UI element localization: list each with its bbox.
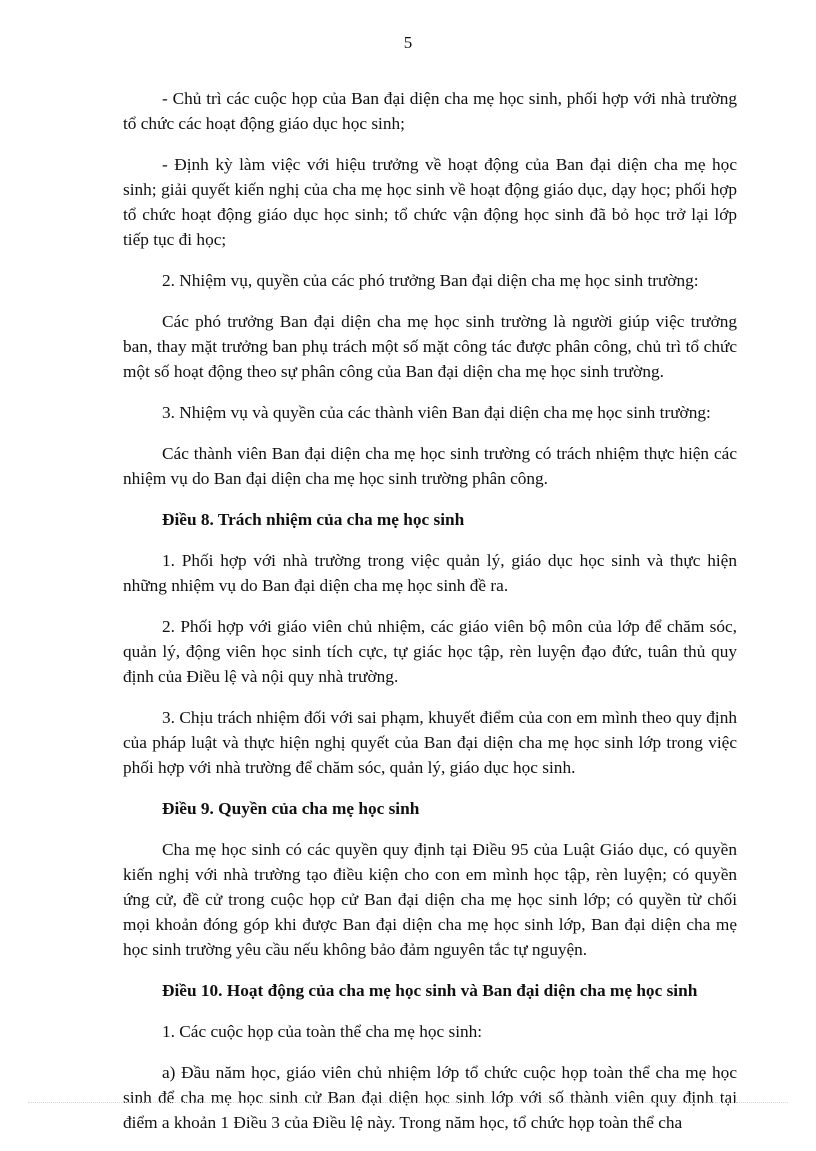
article-heading: Điều 10. Hoạt động của cha mẹ học sinh và Ban đại diện cha mẹ học sinh: [162, 981, 698, 1000]
paragraph: Các thành viên Ban đại diện cha mẹ học sinh trường có trách nhiệm thực hiện các nhiệm vụ do Ban đại diện cha mẹ học sinh trường phân công.: [123, 444, 737, 488]
paragraph: 1. Phối hợp với nhà trường trong việc quản lý, giáo dục học sinh và thực hiện những nhiệm vụ do Ban đại diện cha mẹ học sinh đề ra.: [123, 551, 737, 595]
paragraph: a) Đầu năm học, giáo viên chủ nhiệm lớp tổ chức cuộc họp toàn thể cha mẹ học sinh để cha mẹ học sinh cử Ban đại diện học sinh lớp với số thành viên quy định tại điểm a khoản 1 Điều 3 của Điều lệ này. Trong năm học, tổ chức họp toàn thể cha: [123, 1063, 737, 1132]
paragraph: - Định kỳ làm việc với hiệu trưởng về hoạt động của Ban đại diện cha mẹ học sinh; giải quyết kiến nghị của cha mẹ học sinh về hoạt động giáo dục, dạy học; phối hợp tổ chức hoạt động giáo dục học sinh; tổ chức vận động học sinh đã bỏ học trở lại lớp tiếp tục đi học;: [123, 155, 737, 249]
paragraph: 2. Nhiệm vụ, quyền của các phó trưởng Ban đại diện cha mẹ học sinh trường:: [162, 271, 699, 290]
paragraph: - Chủ trì các cuộc họp của Ban đại diện cha mẹ học sinh, phối hợp với nhà trường tổ chức các hoạt động giáo dục học sinh;: [123, 89, 737, 133]
paragraph: 1. Các cuộc họp của toàn thể cha mẹ học sinh:: [162, 1022, 483, 1041]
article-heading: Điều 8. Trách nhiệm của cha mẹ học sinh: [162, 510, 465, 529]
paragraph: Các phó trưởng Ban đại diện cha mẹ học sinh trường là người giúp việc trưởng ban, thay mặt trưởng ban phụ trách một số mặt công tác được phân công, chủ trì tổ chức một số hoạt động theo sự phân công của Ban đại diện cha mẹ học sinh trường.: [123, 312, 737, 381]
page-bottom-divider: [28, 1102, 788, 1103]
paragraph: Cha mẹ học sinh có các quyền quy định tại Điều 95 của Luật Giáo dục, có quyền kiến nghị với nhà trường tạo điều kiện cho con em mình học tập, rèn luyện; có quyền ứng cử, đề cử trong cuộc họp cử Ban đại diện cha mẹ học sinh lớp; có quyền từ chối mọi khoản đóng góp khi được Ban đại diện cha mẹ học sinh lớp, Ban đại diện cha mẹ học sinh trường yêu cầu nếu không bảo đảm nguyên tắc tự nguyện.: [123, 840, 737, 959]
document-body: [123, 86, 737, 1151]
paragraph: 3. Nhiệm vụ và quyền của các thành viên Ban đại diện cha mẹ học sinh trường:: [162, 403, 711, 422]
paragraph: 2. Phối hợp với giáo viên chủ nhiệm, các giáo viên bộ môn của lớp để chăm sóc, quản lý, động viên học sinh tích cực, tự giác học tập, rèn luyện đạo đức, tuân thủ quy định của Điều lệ và nội quy nhà trường.: [123, 617, 737, 686]
paragraph: 3. Chịu trách nhiệm đối với sai phạm, khuyết điểm của con em mình theo quy định của pháp luật và thực hiện nghị quyết của Ban đại diện cha mẹ học sinh lớp trong việc phối hợp với nhà trường để chăm sóc, quản lý, giáo dục học sinh.: [123, 708, 737, 777]
page-number: 5: [403, 33, 413, 52]
article-heading: Điều 9. Quyền của cha mẹ học sinh: [162, 799, 420, 818]
